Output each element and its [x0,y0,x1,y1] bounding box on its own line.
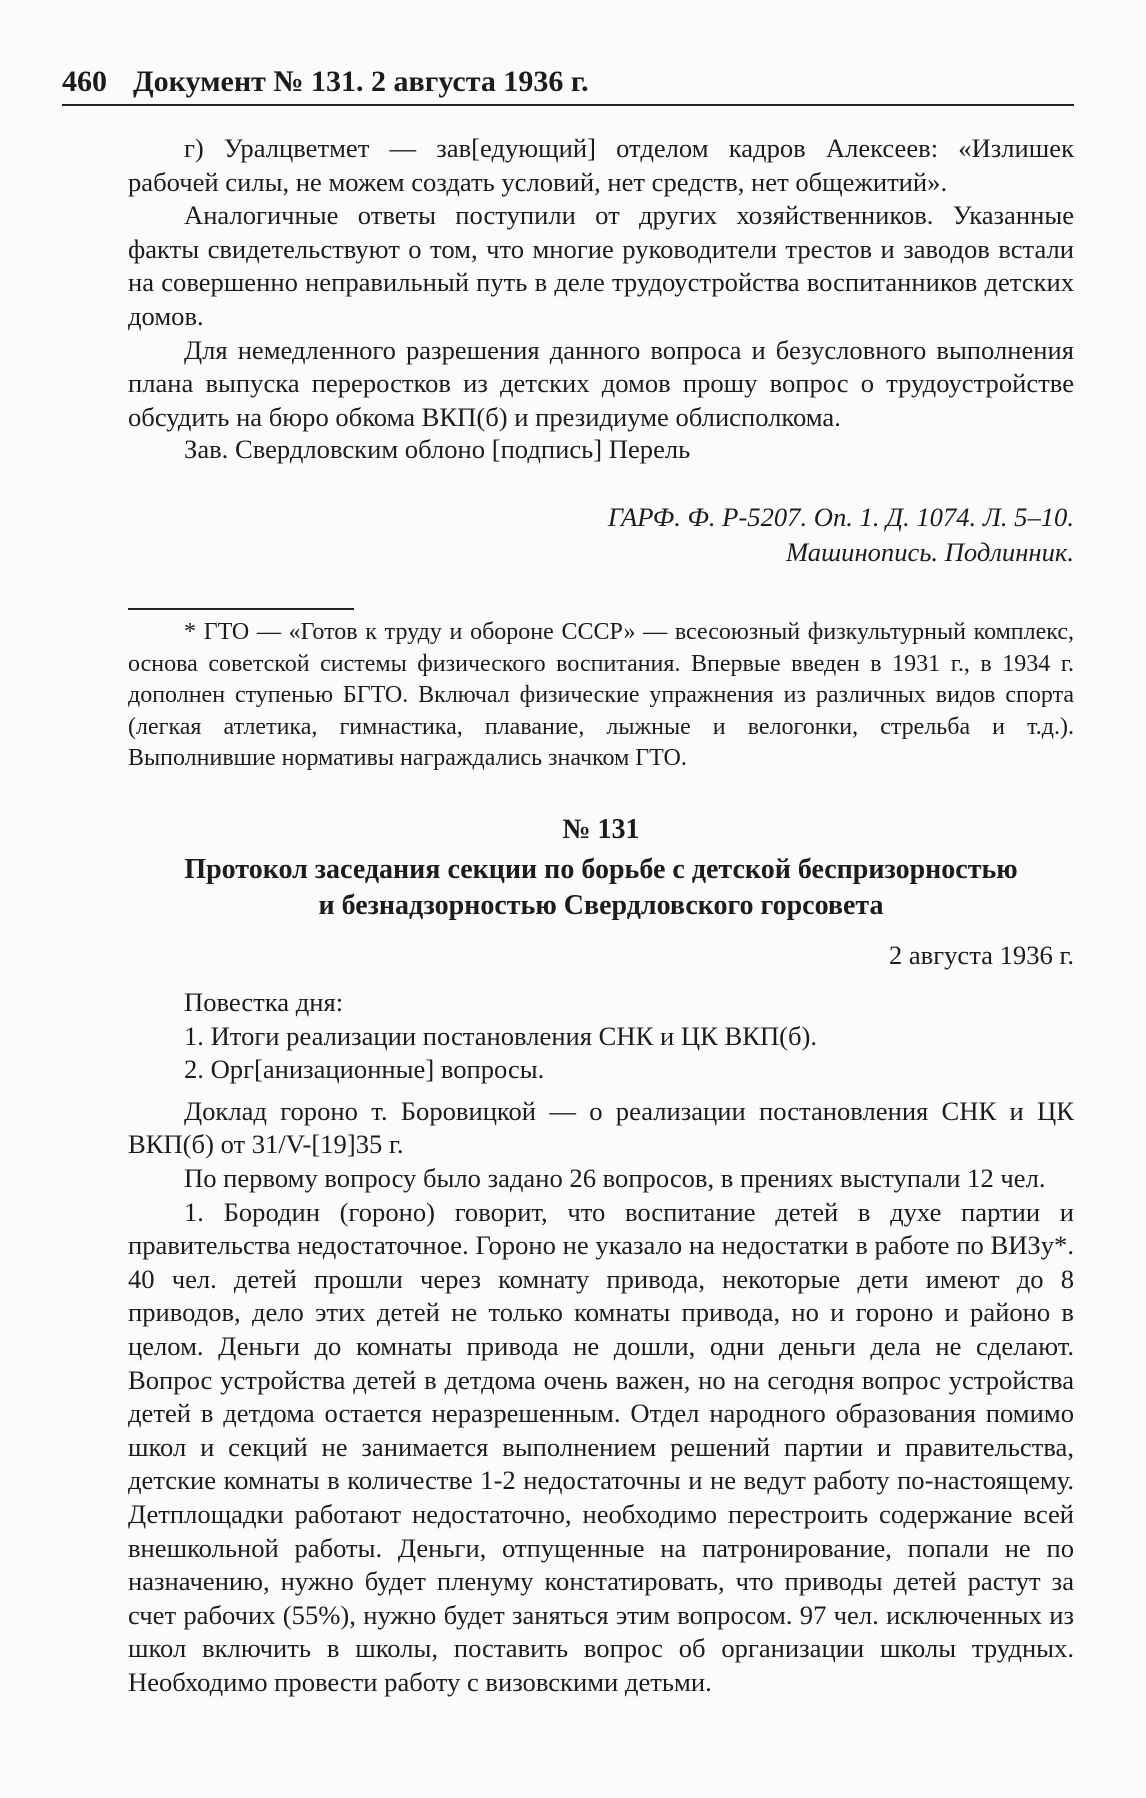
running-title: Документ № 131. 2 августа 1936 г. [133,65,589,98]
spacer [128,1087,1074,1095]
first-question-paragraph: По первому вопросу было задано 26 вопросов, в прениях выступали 12 чел. [184,1162,1046,1193]
document-date: 2 августа 1936 г. [888,940,1074,970]
footnote [128,617,1074,775]
archive-reference [608,500,1074,570]
report-paragraph: Доклад гороно т. Боровицкой — о реализации постановления СНК и ЦК ВКП(б) от 31/V-[19]35 г. [128,1095,1074,1160]
footnote-gto: * ГТО — «Готов к труду и обороне СССР» — всесоюзный физкультурный комплекс, основа советской системы физического воспитания. Впервые введен в 1931 г., в 1934 г. дополнен ступенью БГТО. Включал физические упражнения из различных видов спорта (легкая атлетика, гимнастика, плавание, лыжные и велогонки, стрельба и т.д.). Выполнившие нормативы награждались значком ГТО. [128,619,1074,771]
document-title-line-2: и безнадзорностью Свердловского горсовета [318,890,884,921]
agenda-item-1: 1. Итоги реализации постановления СНК и ЦК ВКП(б). [184,1020,818,1051]
document-title [128,852,1074,924]
archive-note: Машинопись. Подлинник. [786,537,1074,567]
archive-ref: ГАРФ. Ф. Р-5207. Оп. 1. Д. 1074. Л. 5–10. [607,502,1074,532]
agenda-heading: Повестка дня: [184,987,344,1017]
continued-text [128,132,1074,434]
borodin-paragraph: 1. Бородин (гороно) говорит, что воспитание детей в духе партии и правительства недостаточное. Гороно не указало на недостатки в работе по ВИЗу*. 40 чел. детей прошли через комнату привода, некоторые дети имеют до 8 приводов, дело этих детей не только комнаты привода, но и гороно и районо в целом. Деньги до комнаты привода не дошли, одни деньги дела не сделают. Вопрос устройства детей в детдома очень важен, но на сегодня вопрос устройства детей в детдома остается неразрешенным. Отдел народного образования помимо школ и секций не занимается выполнением решений партии и правительства, детские комнаты в количестве 1-2 недостаточны и не ведут работу по-настоящему. Детплощадки работают недостаточно, необходимо перестроить содержание всей внешкольной работы. Деньги, отпущенные на патронирование, попали не по назначению, нужно будет пленуму констатировать, что приводы детей растут за счет рабочих (55%), нужно будет заняться этим вопросом. 97 чел. исключенных из школ включить в школы, поставить вопрос об организации школы трудных. Необходимо провести работу с визовскими детьми. [128,1196,1074,1697]
paragraph-similar-answers: Аналогичные ответы поступили от других хозяйственников. Указанные факты свидетельствуют о том, что многие руководители трестов и заводов встали на совершенно неправильный путь в деле трудоустройства воспитанников детских домов. [128,200,1074,331]
paragraph-request: Для немедленного разрешения данного вопроса и безусловного выполнения плана выпуска переростков из детских домов прошу вопрос о трудоустройстве обсудить на бюро обкома ВКП(б) и президиуме облисполкома. [128,334,1074,432]
paragraph-uraltsvetmet: г) Уралцветмет — зав[едующий] отделом кадров Алексеев: «Излишек рабочей силы, не можем создать условий, нет средств, нет общежитий». [128,133,1074,197]
protocol-body [128,986,1074,1699]
page-header [62,62,1074,106]
footnote-divider [128,608,354,610]
agenda-item-2: 2. Орг[анизационные] вопросы. [184,1054,545,1085]
page-number: 460 [62,65,107,98]
signature-line: Зав. Свердловским облоно [подпись] Перель [184,434,691,464]
document-title-line-1: Протокол заседания секции по борьбе с детской беспризорностью [184,854,1018,885]
document-number: № 131 [562,814,640,845]
